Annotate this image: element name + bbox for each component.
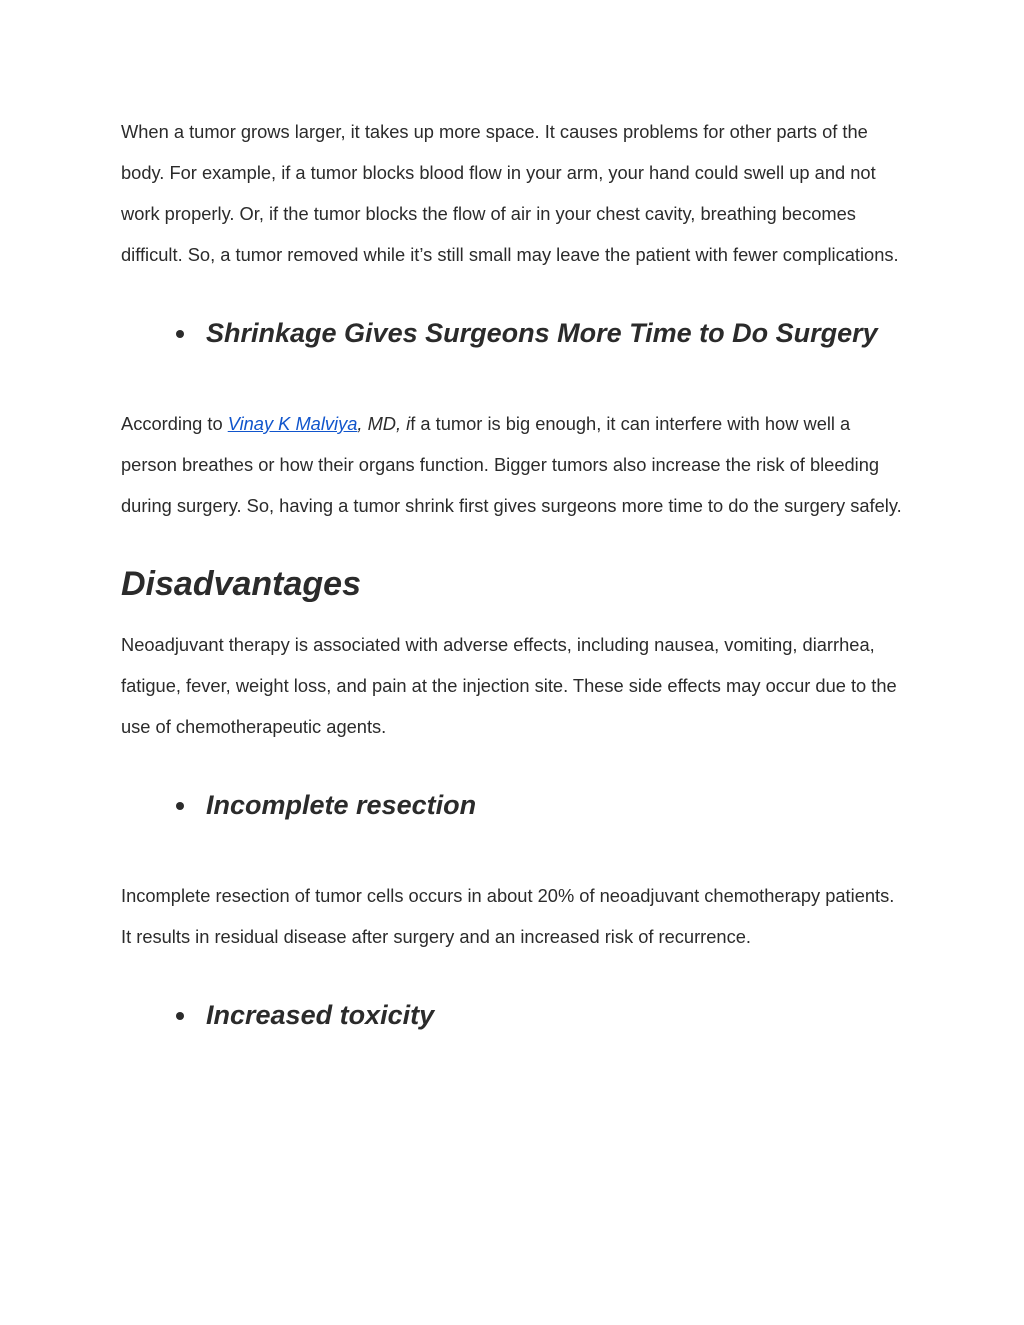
paragraph-incomplete-resection: Incomplete resection of tumor cells occurs in about 20% of neoadjuvant chemotherapy patients. It results in residual disease after surgery and an increased risk of recurrence. bbox=[121, 885, 895, 947]
paragraph-malviya-prefix: According to bbox=[121, 413, 228, 434]
heading-shrinkage-text: Shrinkage Gives Surgeons More Time to Do Surgery bbox=[206, 318, 878, 348]
paragraph-malviya bbox=[121, 403, 906, 526]
paragraph-malviya-suffix: f a tumor is big enough, it can interfere with how well a person breathes or how their organs function. Bigger tumors also increase the risk of bleeding during surgery. So, having a tumor shrink first gives surgeons more time to do the surgery safely. bbox=[121, 413, 902, 516]
paragraph-malviya-credential: , MD, i bbox=[357, 413, 411, 434]
bullet-dot-icon bbox=[176, 330, 184, 338]
paragraph-tumor-size: When a tumor grows larger, it takes up more space. It causes problems for other parts of the body. For example, if a tumor blocks blood flow in your arm, your hand could swell up and not work properly. Or, if the tumor blocks the flow of air in your chest cavity, breathing becomes difficult. So, a tumor removed while it’s still small may leave the patient with fewer complications. bbox=[121, 121, 899, 265]
bullet-heading-shrinkage bbox=[121, 315, 906, 351]
section-heading-disadvantages: Disadvantages bbox=[121, 565, 361, 603]
bullet-heading-increased-toxicity bbox=[121, 997, 906, 1033]
heading-toxicity-text: Increased toxicity bbox=[206, 1000, 435, 1030]
document-page bbox=[121, 111, 906, 1033]
paragraph-adverse-effects: Neoadjuvant therapy is associated with adverse effects, including nausea, vomiting, diarrhea, fatigue, fever, weight loss, and pain at the injection site. These side effects may occur due to the use of chemotherapeutic agents. bbox=[121, 634, 897, 737]
vinay-malviya-link[interactable]: Vinay K Malviya bbox=[227, 413, 358, 434]
heading-incomplete-text: Incomplete resection bbox=[206, 790, 477, 820]
bullet-dot-icon bbox=[176, 1012, 184, 1020]
bullet-heading-incomplete-resection bbox=[121, 787, 906, 823]
bullet-dot-icon bbox=[176, 802, 184, 810]
